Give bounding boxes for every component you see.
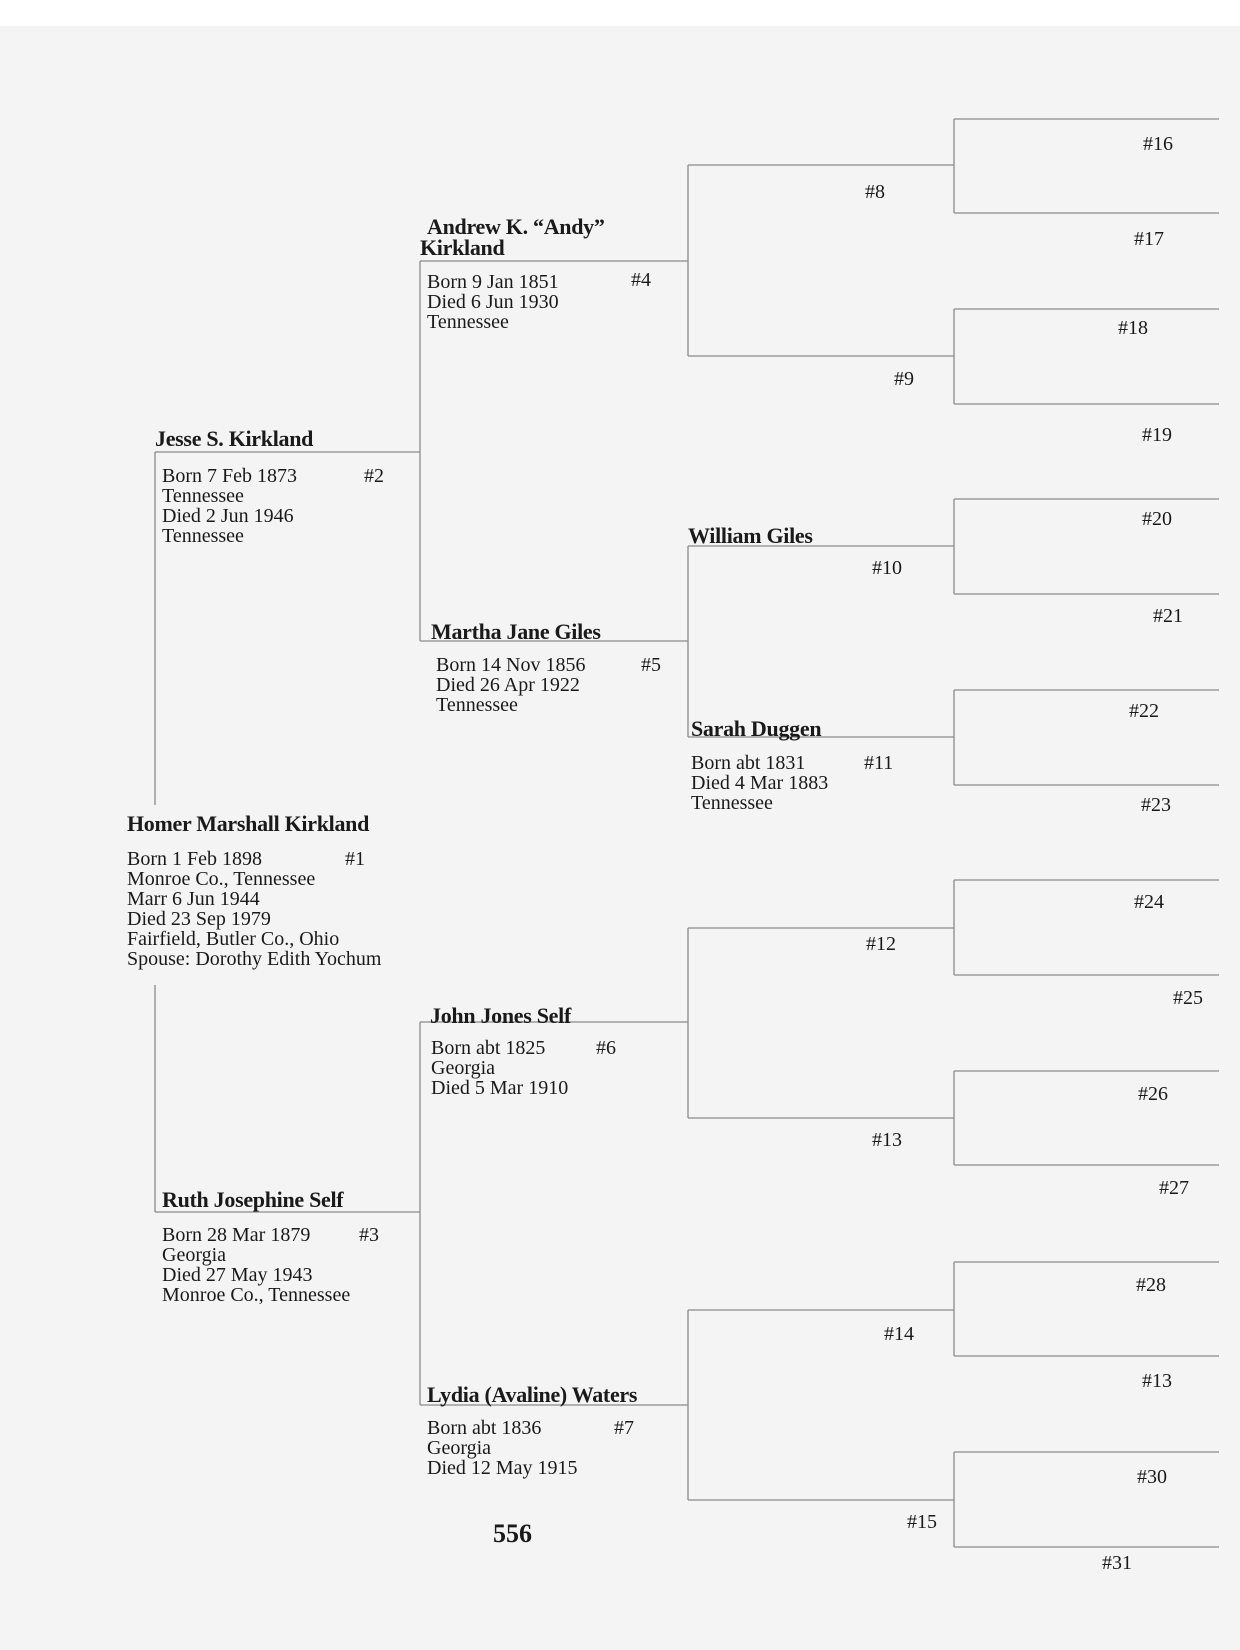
person-2-birthplace: Tennessee <box>162 485 244 507</box>
person-4-details <box>427 272 559 332</box>
person-4-deathplace: Tennessee <box>427 311 509 333</box>
person-2-deathplace: Tennessee <box>162 525 244 547</box>
person-7-born: Born abt 1836 <box>427 1417 542 1439</box>
person-16-number: #16 <box>1143 133 1173 155</box>
person-3-number: #3 <box>359 1224 379 1246</box>
person-11-details <box>691 753 828 813</box>
person-6-number: #6 <box>596 1037 616 1059</box>
person-3-birthplace: Georgia <box>162 1244 227 1266</box>
person-2-born: Born 7 Feb 1873 <box>162 465 297 487</box>
person-14-number: #14 <box>884 1323 914 1345</box>
person-1-birthplace: Monroe Co., Tennessee <box>127 868 316 890</box>
person-1-born: Born 1 Feb 1898 <box>127 848 262 870</box>
person-1-married: Marr 6 Jun 1944 <box>127 888 260 910</box>
person-1-name: Homer Marshall Kirkland <box>127 811 370 836</box>
person-10-number: #10 <box>872 557 902 579</box>
person-4-name-line-2: Kirkland <box>420 235 505 260</box>
person-7-name: Lydia (Avaline) Waters <box>427 1382 638 1407</box>
person-2-details <box>162 466 297 546</box>
person-7-details <box>427 1418 578 1478</box>
person-5-died: Died 26 Apr 1922 <box>436 674 580 696</box>
person-7-number: #7 <box>614 1417 634 1439</box>
person-1-details <box>127 849 381 969</box>
person-2-number: #2 <box>364 465 384 487</box>
person-6-birthplace: Georgia <box>431 1057 496 1079</box>
person-11-name: Sarah Duggen <box>691 716 822 741</box>
person-21-number: #21 <box>1153 605 1183 627</box>
person-1-spouse: Spouse: Dorothy Edith Yochum <box>127 948 382 970</box>
person-9-number: #9 <box>894 368 914 390</box>
person-3-name: Ruth Josephine Self <box>162 1187 344 1212</box>
person-30-number: #30 <box>1137 1466 1167 1488</box>
person-5-details <box>436 655 585 715</box>
person-2-name: Jesse S. Kirkland <box>155 426 314 451</box>
person-6-born: Born abt 1825 <box>431 1037 546 1059</box>
person-8-number: #8 <box>865 181 885 203</box>
person-1-died: Died 23 Sep 1979 <box>127 908 271 930</box>
person-2-died: Died 2 Jun 1946 <box>162 505 294 527</box>
person-17-number: #17 <box>1134 228 1164 250</box>
person-3-details <box>162 1225 350 1305</box>
person-5-born: Born 14 Nov 1856 <box>436 654 586 676</box>
person-1-number: #1 <box>345 848 365 870</box>
person-5-number: #5 <box>641 654 661 676</box>
person-29-number: #13 <box>1142 1370 1172 1392</box>
person-11-number: #11 <box>864 752 894 774</box>
person-26-number: #26 <box>1138 1083 1168 1105</box>
page-number: 556 <box>493 1519 532 1548</box>
person-6-name: John Jones Self <box>430 1003 571 1028</box>
person-11-deathplace: Tennessee <box>691 792 773 814</box>
person-3-died: Died 27 May 1943 <box>162 1264 313 1286</box>
person-5-deathplace: Tennessee <box>436 694 518 716</box>
person-15-number: #15 <box>907 1511 937 1533</box>
person-22-number: #22 <box>1129 700 1159 722</box>
person-4-number: #4 <box>631 269 651 291</box>
person-10-name: William Giles <box>688 523 813 548</box>
person-11-died: Died 4 Mar 1883 <box>691 772 829 794</box>
person-5-name: Martha Jane Giles <box>431 619 601 644</box>
person-3-born: Born 28 Mar 1879 <box>162 1224 311 1246</box>
person-4-name-line-1: Andrew K. “Andy” <box>427 214 605 239</box>
person-6-died: Died 5 Mar 1910 <box>431 1077 569 1099</box>
person-3-deathplace: Monroe Co., Tennessee <box>162 1284 351 1306</box>
person-31-number: #31 <box>1102 1552 1132 1574</box>
person-7-birthplace: Georgia <box>427 1437 492 1459</box>
person-4-born: Born 9 Jan 1851 <box>427 271 559 293</box>
person-7-died: Died 12 May 1915 <box>427 1457 578 1479</box>
person-13-number: #13 <box>872 1129 902 1151</box>
person-6-details <box>431 1038 568 1098</box>
person-19-number: #19 <box>1142 424 1172 446</box>
person-20-number: #20 <box>1142 508 1172 530</box>
person-27-number: #27 <box>1159 1177 1189 1199</box>
person-4-died: Died 6 Jun 1930 <box>427 291 559 313</box>
person-1-deathplace: Fairfield, Butler Co., Ohio <box>127 928 340 950</box>
person-24-number: #24 <box>1134 891 1164 913</box>
person-12-number: #12 <box>866 933 896 955</box>
person-11-born: Born abt 1831 <box>691 752 806 774</box>
person-28-number: #28 <box>1136 1274 1166 1296</box>
person-18-number: #18 <box>1118 317 1148 339</box>
person-25-number: #25 <box>1173 987 1203 1009</box>
person-23-number: #23 <box>1141 794 1171 816</box>
